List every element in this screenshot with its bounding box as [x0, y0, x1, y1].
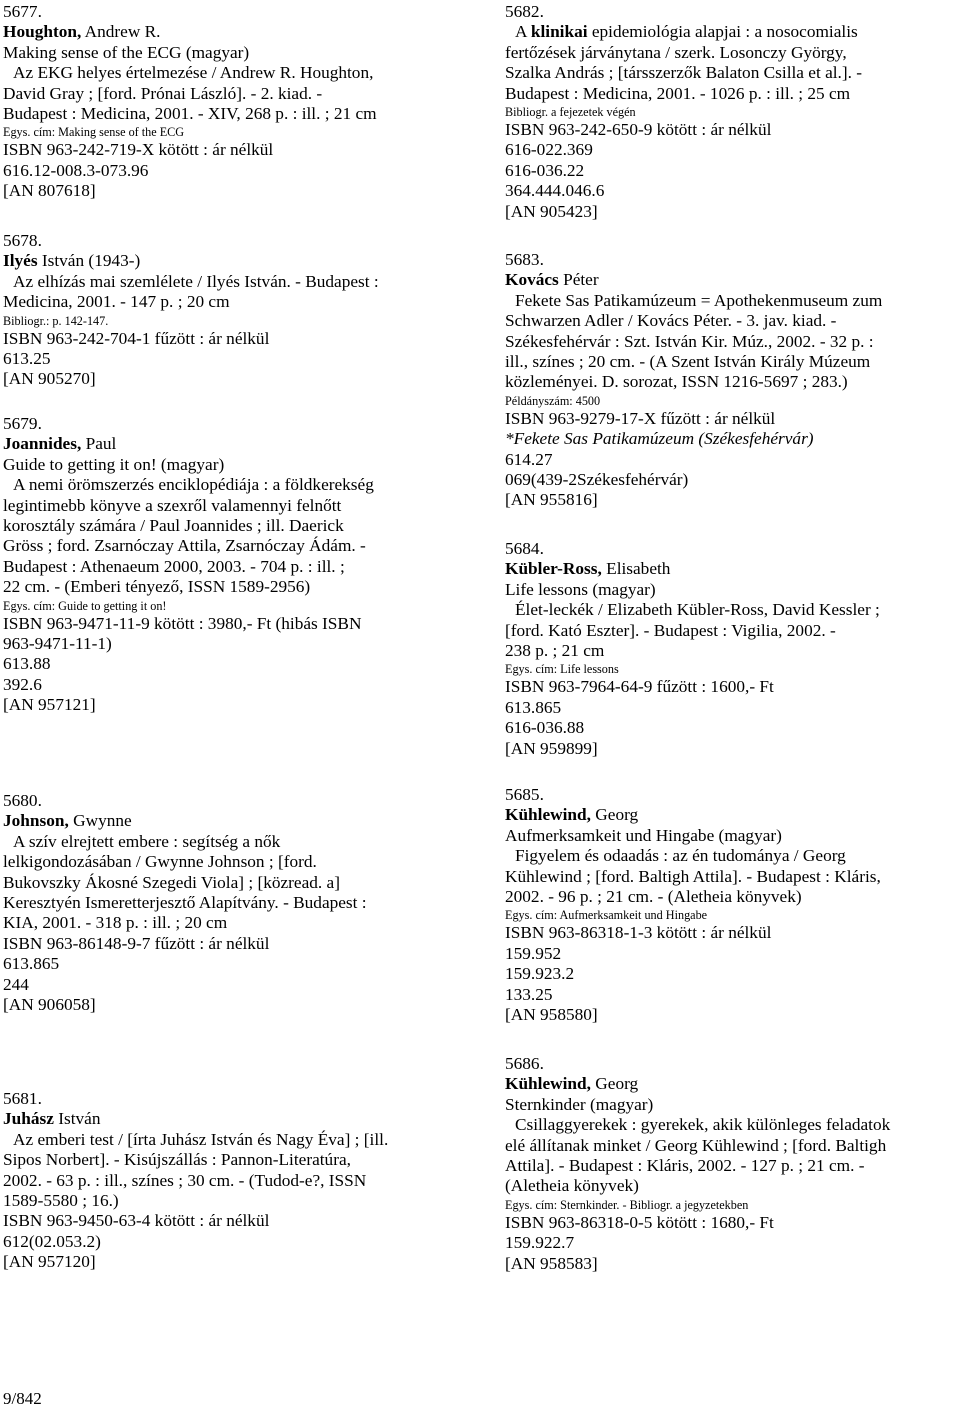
line-text: ISBN 963-9279-17-X fűzött : ár nélkül	[505, 408, 776, 428]
entry-number: 5684.	[505, 539, 544, 558]
entry-line	[3, 43, 458, 63]
catalog-entry	[3, 791, 458, 1015]
line-text: ISBN 963-9450-63-4 kötött : ár nélkül	[3, 1211, 270, 1231]
entry-line	[505, 429, 960, 449]
entry-line	[3, 695, 458, 715]
entry-number: 5685.	[505, 785, 544, 804]
line-text: ill., színes ; 20 cm. - (A Szent István Király Múzeum	[505, 352, 871, 372]
line-text: [AN 958580]	[505, 1005, 598, 1025]
entry-author	[3, 811, 458, 831]
line-text: A szív elrejtett embere : segítség a nők	[13, 831, 281, 851]
line-text: 613.88	[3, 654, 51, 674]
entry-line	[3, 832, 458, 852]
line-text: [AN 906058]	[3, 995, 96, 1015]
entry-line	[505, 1233, 960, 1253]
entry-line	[505, 641, 960, 661]
entry-line	[505, 739, 960, 759]
entry-note	[505, 104, 960, 120]
author-given-name: Georg	[590, 805, 639, 825]
entry-line	[3, 536, 458, 556]
line-text: Budapest : Athenaeum 2000, 2003. - 704 p. : ill. ;	[3, 556, 345, 576]
entry-line	[3, 181, 458, 201]
entry-line	[505, 181, 960, 201]
line-text: Példányszám: 4500	[505, 393, 601, 408]
author-given-name: Gwynne	[68, 811, 132, 831]
line-text: (Aletheia könyvek)	[505, 1176, 639, 1196]
line-text: A nemi örömszerzés enciklopédiája : a földkerekség	[13, 475, 374, 495]
entry-number: 5686.	[505, 1054, 544, 1073]
line-text: 613.865	[3, 954, 60, 974]
line-text: Keresztyén Ismeretterjesztő Alapítvány. - Budapest :	[3, 893, 367, 913]
line-text: Aufmerksamkeit und Hingabe (magyar)	[505, 825, 782, 845]
entry-line	[505, 621, 960, 641]
entry-note	[3, 313, 458, 329]
line-text: 244	[3, 974, 29, 994]
entry-line	[3, 1171, 458, 1191]
entry-line	[505, 964, 960, 984]
author-surname: Kühlewind,	[505, 805, 591, 825]
line-text: Kühlewind ; [ford. Baltigh Attila]. - Budapest : Kláris,	[505, 866, 881, 886]
line-text: Attila]. - Budapest : Kláris, 2002. - 127 p. ; 21 cm. -	[505, 1156, 865, 1176]
line-text: David Gray ; [ford. Prónai László]. - 2. kiad. -	[3, 83, 323, 103]
line-text: Egys. cím: Making sense of the ECG	[3, 125, 185, 140]
line-text: KIA, 2001. - 318 p. : ill. ; 20 cm	[3, 913, 228, 933]
catalog-entry	[505, 785, 960, 1025]
line-text: 133.25	[505, 984, 553, 1004]
line-text: fertőzések járványtana / szerk. Losonczy György,	[505, 42, 847, 62]
line-text: ISBN 963-9471-11-9 kötött : 3980,- Ft (hibás ISBN	[3, 613, 362, 633]
line-text: [AN 957120]	[3, 1252, 96, 1272]
entry-line	[505, 22, 960, 42]
entry-number: 5683.	[505, 250, 544, 269]
entry-line	[505, 202, 960, 222]
entry-line	[505, 490, 960, 510]
line-text: [AN 955816]	[505, 490, 598, 510]
line-text: 612(02.053.2)	[3, 1231, 101, 1251]
line-text: 159.923.2	[505, 964, 575, 984]
line-text: Budapest : Medicina, 2001. - 1026 p. : ill. ; 25 cm	[505, 83, 851, 103]
line-text: [ford. Kató Eszter]. - Budapest : Vigilia, 2002. -	[505, 620, 836, 640]
line-text: Egys. cím: Life lessons	[505, 662, 619, 677]
line-text: 159.922.7	[505, 1233, 575, 1253]
entry-line	[505, 450, 960, 470]
line-text: Guide to getting it on! (magyar)	[3, 454, 225, 474]
line-text: ISBN 963-242-719-X kötött : ár nélkül	[3, 140, 274, 160]
line-text: ISBN 963-7964-64-9 fűzött : 1600,- Ft	[505, 677, 774, 697]
entry-line	[3, 557, 458, 577]
entry-line	[505, 1095, 960, 1115]
entry-line	[3, 852, 458, 872]
entry-line	[505, 352, 960, 372]
line-text: Egys. cím: Aufmerksamkeit und Hingabe	[505, 908, 708, 923]
line-text: közleményei. D. sorozat, ISSN 1216-5697 ; 283.)	[505, 372, 848, 392]
line-text: ISBN 963-86148-9-7 fűzött : ár nélkül	[3, 933, 270, 953]
entry-line	[505, 846, 960, 866]
entry-author	[3, 434, 458, 454]
entry-line	[3, 84, 458, 104]
entry-line	[505, 600, 960, 620]
entry-line	[3, 1211, 458, 1231]
entry-note	[505, 393, 960, 409]
entry-line	[505, 1136, 960, 1156]
line-text: legintimebb könyve a szexről valamennyi felnőtt	[3, 495, 342, 515]
line-text: ISBN 963-242-704-1 fűzött : ár nélkül	[3, 328, 270, 348]
line-text: [AN 957121]	[3, 695, 96, 715]
line-text: Figyelem és odaadás : az én tudománya / Georg	[515, 846, 846, 866]
line-text: [AN 807618]	[3, 181, 96, 201]
entry-number: 5678.	[3, 231, 42, 250]
line-text: Csillaggyerekek : gyerekek, akik különleges feladatok	[515, 1115, 891, 1135]
line-text: 364.444.046.6	[505, 181, 605, 201]
entry-line	[3, 1130, 458, 1150]
entry-author	[3, 1109, 458, 1129]
entry-line	[505, 120, 960, 140]
author-surname: Johnson,	[3, 811, 69, 831]
author-surname: Ilyés	[3, 251, 38, 271]
catalog-entry	[3, 414, 458, 716]
line-text: Medicina, 2001. - 147 p. ; 20 cm	[3, 292, 230, 312]
page-number: 9/842	[3, 1389, 42, 1408]
author-surname: Kübler-Ross,	[505, 559, 602, 579]
entry-note	[3, 124, 458, 140]
entry-line	[505, 470, 960, 490]
line-text: [AN 905423]	[505, 201, 598, 221]
entry-note	[505, 1197, 960, 1213]
line-text: 2002. - 96 p. ; 21 cm. - (Aletheia könyvek)	[505, 887, 802, 907]
line-text: lelkigondozásában / Gwynne Johnson ; [ford.	[3, 852, 317, 872]
catalog-entry	[3, 1089, 458, 1273]
entry-line	[505, 372, 960, 392]
line-text: ISBN 963-86318-1-3 kötött : ár nélkül	[505, 923, 772, 943]
entry-author	[505, 1074, 960, 1094]
line-prefix: A	[515, 22, 531, 42]
entry-line	[505, 409, 960, 429]
author-given-name: István	[53, 1109, 101, 1129]
author-surname: Kovács	[505, 270, 559, 290]
line-text: Bibliogr. a fejezetek végén	[505, 105, 636, 120]
entry-line	[505, 332, 960, 352]
entry-note	[3, 598, 458, 614]
entry-line	[3, 954, 458, 974]
entry-line	[3, 634, 458, 654]
entry-note	[505, 907, 960, 923]
entry-line	[3, 272, 458, 292]
entry-line	[505, 580, 960, 600]
line-text: epidemiológia alapjai : a nosocomialis	[587, 22, 858, 42]
line-text: Székesfehérvár : Szt. István Kir. Múz., 2002. - 32 p. :	[505, 331, 874, 351]
entry-line	[505, 944, 960, 964]
line-text: Az emberi test / [írta Juhász István és Nagy Éva] ; [ill.	[13, 1129, 389, 1149]
entry-author	[505, 805, 960, 825]
entry-author	[505, 559, 960, 579]
entry-line	[505, 887, 960, 907]
author-given-name: Paul	[81, 434, 117, 454]
line-text: Making sense of the ECG (magyar)	[3, 42, 250, 62]
line-text: Gröss ; ford. Zsarnóczay Attila, Zsarnóczay Ádám. -	[3, 536, 366, 556]
entry-line	[3, 496, 458, 516]
catalog-entry	[3, 2, 458, 202]
line-text: Bibliogr.: p. 142-147.	[3, 313, 109, 328]
entry-line	[3, 369, 458, 389]
entry-line	[3, 893, 458, 913]
entry-line	[505, 677, 960, 697]
entry-line	[505, 311, 960, 331]
entry-line	[3, 934, 458, 954]
entry-line	[505, 718, 960, 738]
line-text: 22 cm. - (Emberi tényező, ISSN 1589-2956)	[3, 577, 311, 597]
entry-line	[3, 675, 458, 695]
entry-number: 5679.	[3, 414, 42, 433]
entry-line	[505, 1176, 960, 1196]
author-surname: Juhász	[3, 1109, 54, 1129]
catalog-entry	[505, 1054, 960, 1274]
entry-line	[3, 1232, 458, 1252]
entry-line	[3, 455, 458, 475]
entry-line	[505, 63, 960, 83]
entry-line	[505, 140, 960, 160]
line-text: 614.27	[505, 449, 553, 469]
catalog-entry	[505, 2, 960, 222]
entry-line	[505, 1156, 960, 1176]
entry-line	[505, 1115, 960, 1135]
line-text: 616-036.88	[505, 718, 585, 738]
entry-number: 5677.	[3, 2, 42, 21]
entry-line	[3, 614, 458, 634]
entry-author	[3, 22, 458, 42]
line-text: Life lessons (magyar)	[505, 579, 656, 599]
entry-line	[505, 291, 960, 311]
entry-line	[3, 349, 458, 369]
entry-line	[3, 913, 458, 933]
catalog-entry	[505, 250, 960, 511]
line-text: Sternkinder (magyar)	[505, 1094, 654, 1114]
entry-line	[3, 161, 458, 181]
author-given-name: Georg	[590, 1074, 639, 1094]
line-text: korosztály számára / Paul Joannides ; ill. Daerick	[3, 516, 344, 536]
line-text: Schwarzen Adler / Kovács Péter. - 3. jav. kiad. -	[505, 311, 837, 331]
line-text: 616-036.22	[505, 160, 585, 180]
entry-author	[3, 251, 458, 271]
line-text: Szalka András ; [társszerzők Balaton Csilla et al.]. -	[505, 63, 863, 83]
entry-line	[505, 161, 960, 181]
line-text: Az elhízás mai szemlélete / Ilyés István. - Budapest :	[13, 271, 379, 291]
entry-line	[3, 975, 458, 995]
entry-line	[3, 654, 458, 674]
entry-author	[505, 270, 960, 290]
entry-line	[505, 43, 960, 63]
author-surname: Joannides,	[3, 434, 82, 454]
line-text: 238 p. ; 21 cm	[505, 641, 605, 661]
author-surname: Houghton,	[3, 22, 82, 42]
line-text: 2002. - 63 p. : ill., színes ; 30 cm. - (Tudod-e?, ISSN	[3, 1170, 367, 1190]
line-text: *Fekete Sas Patikamúzeum (Székesfehérvár)	[505, 429, 814, 449]
entry-line	[505, 826, 960, 846]
entry-line	[505, 84, 960, 104]
line-text: Egys. cím: Sternkinder. - Bibliogr. a jegyzetekben	[505, 1197, 749, 1212]
entry-number: 5681.	[3, 1089, 42, 1108]
line-text: 392.6	[3, 674, 42, 694]
entry-line	[505, 1254, 960, 1274]
line-text: 159.952	[505, 943, 562, 963]
line-text: 616.12-008.3-073.96	[3, 160, 149, 180]
line-text: Bukovszky Ákosné Szegedi Viola] ; [közread. a]	[3, 872, 340, 892]
entry-line	[3, 873, 458, 893]
line-text: 616-022.369	[505, 140, 593, 160]
entry-line	[505, 985, 960, 1005]
line-text: [AN 958583]	[505, 1253, 598, 1273]
line-text: ISBN 963-86318-0-5 kötött : 1680,- Ft	[505, 1212, 774, 1232]
entry-line	[3, 995, 458, 1015]
entry-line	[505, 867, 960, 887]
author-given-name: Péter	[558, 270, 599, 290]
line-text: [AN 905270]	[3, 369, 96, 389]
catalog-entry	[505, 539, 960, 759]
line-text: elé állítanak minket / Georg Kühlewind ; [ford. Baltigh	[505, 1135, 887, 1155]
title-keyword: klinikai	[530, 22, 588, 42]
entry-line	[3, 329, 458, 349]
line-text: 963-9471-11-1)	[3, 634, 112, 654]
author-surname: Kühlewind,	[505, 1074, 591, 1094]
entry-line	[3, 577, 458, 597]
line-text: 069(439-2Székesfehérvár)	[505, 470, 689, 490]
line-text: 613.865	[505, 697, 562, 717]
entry-line	[3, 104, 458, 124]
entry-line	[3, 1150, 458, 1170]
author-given-name: Andrew R.	[81, 22, 161, 42]
line-text: [AN 959899]	[505, 738, 598, 758]
entry-line	[3, 475, 458, 495]
entry-line	[505, 1005, 960, 1025]
line-text: 613.25	[3, 349, 51, 369]
entry-number: 5680.	[3, 791, 42, 810]
catalog-entry	[3, 231, 458, 390]
author-given-name: Elisabeth	[601, 559, 671, 579]
entry-line	[3, 1191, 458, 1211]
line-text: Élet-leckék / Elizabeth Kübler-Ross, David Kessler ;	[515, 600, 880, 620]
entry-line	[3, 63, 458, 83]
author-given-name: István (1943-)	[37, 251, 141, 271]
entry-line	[3, 516, 458, 536]
line-text: Az EKG helyes értelmezése / Andrew R. Houghton,	[13, 63, 374, 83]
entry-line	[3, 292, 458, 312]
line-text: Sipos Norbert]. - Kisújszállás : Pannon-Literatúra,	[3, 1150, 351, 1170]
entry-line	[3, 1252, 458, 1272]
entry-line	[505, 1213, 960, 1233]
line-text: Budapest : Medicina, 2001. - XIV, 268 p. : ill. ; 21 cm	[3, 104, 377, 124]
line-text: Fekete Sas Patikamúzeum = Apothekenmuseum zum	[515, 290, 883, 310]
line-text: Egys. cím: Guide to getting it on!	[3, 598, 167, 613]
entry-note	[505, 661, 960, 677]
entry-line	[3, 140, 458, 160]
entry-line	[505, 698, 960, 718]
entry-line	[505, 923, 960, 943]
line-text: ISBN 963-242-650-9 kötött : ár nélkül	[505, 120, 772, 140]
entry-number: 5682.	[505, 2, 544, 21]
line-text: 1589-5580 ; 16.)	[3, 1191, 119, 1211]
